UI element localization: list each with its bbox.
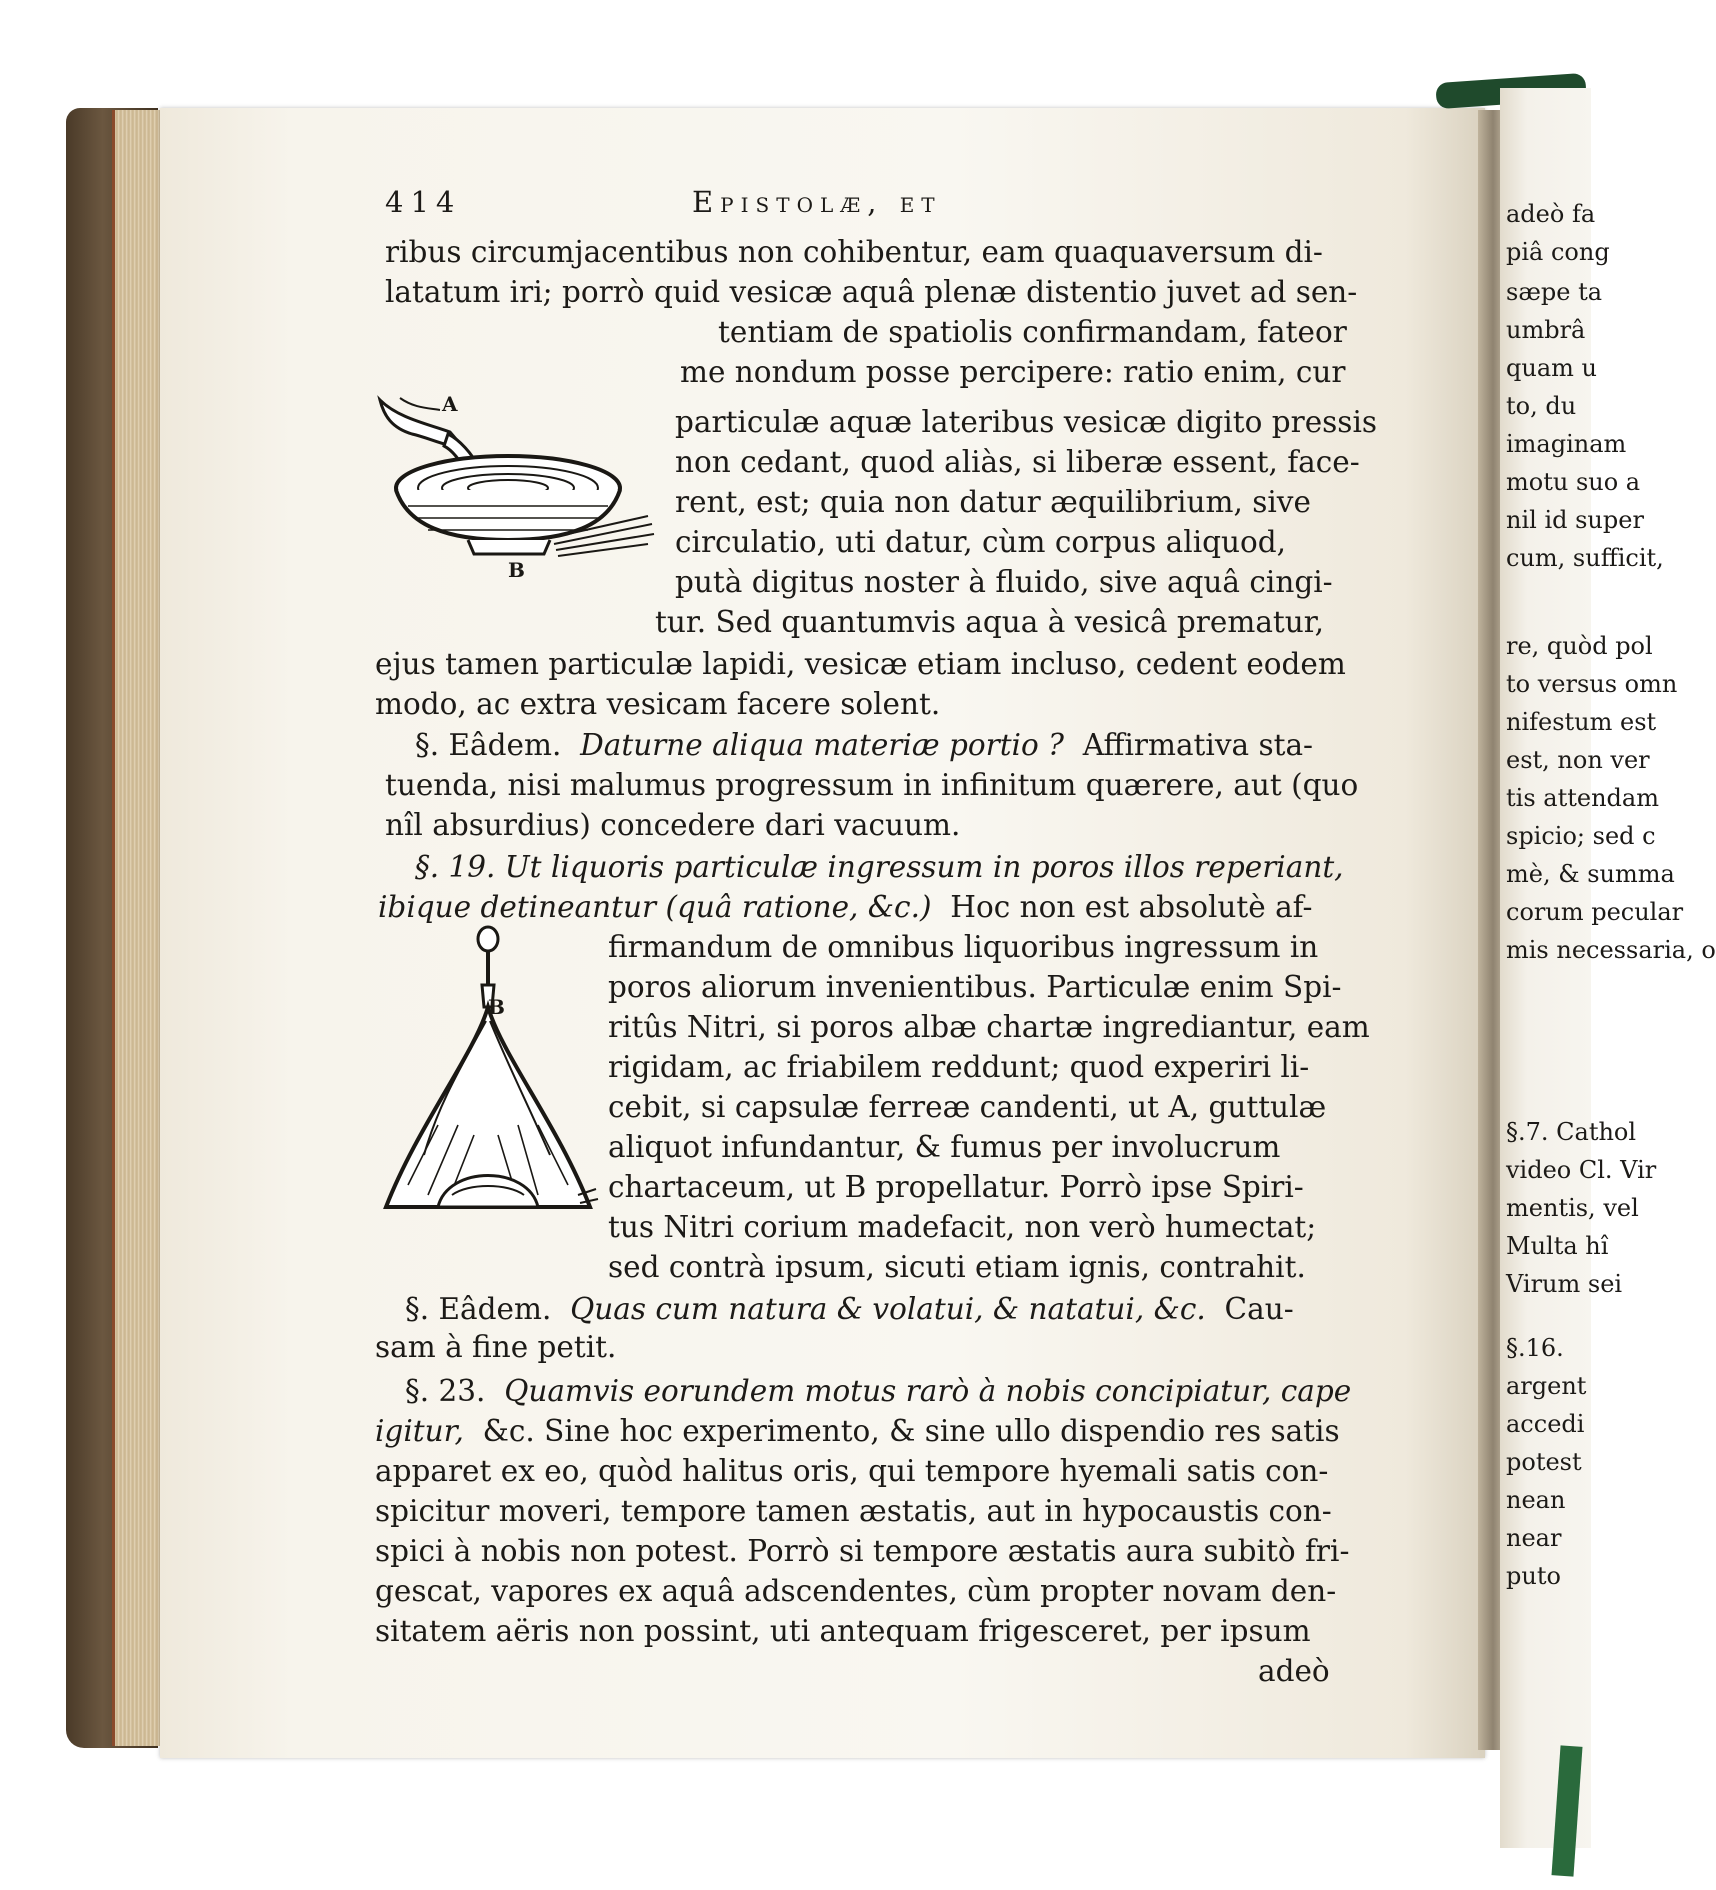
right-page-line: potest bbox=[1506, 1448, 1582, 1476]
section-quote: igitur, bbox=[375, 1414, 464, 1448]
section-eadem-2-heading bbox=[405, 1290, 1294, 1328]
right-page-line: mè, & summa bbox=[1506, 860, 1675, 888]
section-text: Cau- bbox=[1224, 1292, 1294, 1326]
section-marker: §. Eâdem. bbox=[415, 728, 562, 762]
right-page-line: near bbox=[1506, 1524, 1562, 1552]
text-line: tuenda, nisi malumus progressum in infinitum quærere, aut (quo bbox=[385, 768, 1359, 802]
right-page-line: corum pecular bbox=[1506, 898, 1684, 926]
right-page-line: adeò fa bbox=[1506, 200, 1596, 228]
section-23-line bbox=[375, 1412, 1340, 1450]
right-page-line: to, du bbox=[1506, 392, 1577, 420]
right-page-line: nifestum est bbox=[1506, 708, 1657, 736]
section-19-line bbox=[378, 888, 1313, 926]
text-line: cebit, si capsulæ ferreæ candenti, ut A, guttulæ bbox=[608, 1090, 1327, 1124]
right-page-line: Virum sei bbox=[1506, 1270, 1623, 1298]
right-page-line: Multa hî bbox=[1506, 1232, 1609, 1260]
text-line: spicitur moveri, tempore tamen æstatis, aut in hypocaustis con- bbox=[375, 1494, 1332, 1528]
text-line: nîl absurdius) concedere dari vacuum. bbox=[385, 808, 961, 842]
section-19-quote: §. 19. Ut liquoris particulæ ingressum in poros illos reperiant, bbox=[415, 850, 1344, 884]
right-page bbox=[1500, 88, 1716, 1848]
right-page-line: cum, sufficit, bbox=[1506, 544, 1664, 572]
section-quote: Daturne aliqua materiæ portio ? bbox=[580, 728, 1064, 762]
text-line: ejus tamen particulæ lapidi, vesicæ etiam incluso, cedent eodem bbox=[375, 647, 1346, 681]
text-line: sed contrà ipsum, sicuti etiam ignis, contrahit. bbox=[608, 1250, 1306, 1284]
right-page-line: umbrâ bbox=[1506, 316, 1586, 344]
section-quote: Quamvis eorundem motus rarò à nobis concipiatur, cape bbox=[504, 1374, 1352, 1408]
section-text: Affirmativa sta- bbox=[1082, 728, 1314, 762]
paper-cone-figure bbox=[378, 925, 598, 1215]
right-page-line: sæpe ta bbox=[1506, 278, 1603, 306]
right-page-line: re, quòd pol bbox=[1506, 632, 1653, 660]
right-page-line: spicio; sed c bbox=[1506, 822, 1656, 850]
figure-label-b: B bbox=[488, 995, 505, 1019]
section-23-heading bbox=[405, 1372, 1351, 1410]
text-line: latatum iri; porrò quid vesicæ aquâ plenæ distentio juvet ad sen- bbox=[385, 275, 1358, 309]
text-line: me nondum posse percipere: ratio enim, cur bbox=[680, 355, 1346, 389]
section-eadem-1-heading bbox=[415, 726, 1313, 764]
running-title: Epistolæ, et bbox=[692, 185, 942, 219]
text-line: spici à nobis non potest. Porrò si tempore æstatis aura subitò fri- bbox=[375, 1534, 1350, 1568]
section-marker: §. Eâdem. bbox=[405, 1292, 552, 1326]
text-line: poros aliorum invenientibus. Particulæ enim Spi- bbox=[608, 970, 1342, 1004]
text-line: aliquot infundantur, & fumus per involucrum bbox=[608, 1130, 1281, 1164]
text-line: firmandum de omnibus liquoribus ingressum in bbox=[608, 930, 1319, 964]
right-page-line: quam u bbox=[1506, 354, 1597, 382]
text-line: tentiam de spatiolis confirmandam, fateor bbox=[718, 315, 1347, 349]
right-page-line: motu suo a bbox=[1506, 468, 1641, 496]
right-page-line: piâ cong bbox=[1506, 238, 1610, 266]
text-line: modo, ac extra vesicam facere solent. bbox=[375, 687, 941, 721]
text-line: rigidam, ac friabilem reddunt; quod experiri li- bbox=[608, 1050, 1310, 1084]
bowl-figure bbox=[378, 388, 658, 568]
section-quote: ibique detineantur (quâ ratione, &c.) bbox=[378, 890, 932, 924]
right-page-line: argent bbox=[1506, 1372, 1587, 1400]
text-line: putà digitus noster à fluido, sive aquâ cingi- bbox=[675, 565, 1333, 599]
text-line: tus Nitri corium madefacit, non verò humectat; bbox=[608, 1210, 1317, 1244]
text-line: tur. Sed quantumvis aqua à vesicâ prematur, bbox=[655, 605, 1324, 639]
right-page-line: nil id super bbox=[1506, 506, 1644, 534]
right-page-line: to versus omn bbox=[1506, 670, 1678, 698]
section-marker: §. 23. bbox=[405, 1374, 486, 1408]
text-line: rent, est; quia non datur æquilibrium, sive bbox=[675, 485, 1311, 519]
section-quote: Quas cum natura & volatui, & natatui, &c. bbox=[570, 1292, 1206, 1326]
right-page-line: nean bbox=[1506, 1486, 1566, 1514]
right-page-line: §.16. bbox=[1506, 1334, 1564, 1362]
section-text: &c. Sine hoc experimento, & sine ullo dispendio res satis bbox=[482, 1414, 1340, 1448]
page-number: 414 bbox=[385, 185, 462, 219]
right-page-line: accedi bbox=[1506, 1410, 1585, 1438]
figure-label-b: B bbox=[508, 558, 525, 582]
right-page-line: tis attendam bbox=[1506, 784, 1659, 812]
right-page-line: mis necessaria, o bbox=[1506, 936, 1716, 964]
text-line: sitatem aëris non possint, uti antequam frigesceret, per ipsum bbox=[375, 1614, 1311, 1648]
text-line: chartaceum, ut B propellatur. Porrò ipse Spiri- bbox=[608, 1170, 1304, 1204]
text-line: gescat, vapores ex aquâ adscendentes, cùm propter novam den- bbox=[375, 1574, 1337, 1608]
right-page-line: video Cl. Vir bbox=[1506, 1156, 1657, 1184]
text-line: ritûs Nitri, si poros albæ chartæ ingrediantur, eam bbox=[608, 1010, 1370, 1044]
text-line: circulatio, uti datur, cùm corpus aliquod, bbox=[675, 525, 1287, 559]
text-line: particulæ aquæ lateribus vesicæ digito pressis bbox=[675, 405, 1378, 439]
text-line: sam à fine petit. bbox=[375, 1330, 617, 1364]
right-page-line: §.7. Cathol bbox=[1506, 1118, 1637, 1146]
text-line: non cedant, quod aliàs, si liberæ essent, face- bbox=[675, 445, 1360, 479]
right-page-line: est, non ver bbox=[1506, 746, 1650, 774]
figure-label-a: A bbox=[442, 392, 458, 416]
section-text: Hoc non est absolutè af- bbox=[950, 890, 1313, 924]
text-line: ribus circumjacentibus non cohibentur, eam quaquaversum di- bbox=[385, 235, 1323, 269]
text-line: apparet ex eo, quòd halitus oris, qui tempore hyemali satis con- bbox=[375, 1454, 1329, 1488]
right-page-line: puto bbox=[1506, 1562, 1561, 1590]
right-page-line: imaginam bbox=[1506, 430, 1627, 458]
catchword: adeò bbox=[1258, 1654, 1330, 1688]
right-page-line: mentis, vel bbox=[1506, 1194, 1639, 1222]
